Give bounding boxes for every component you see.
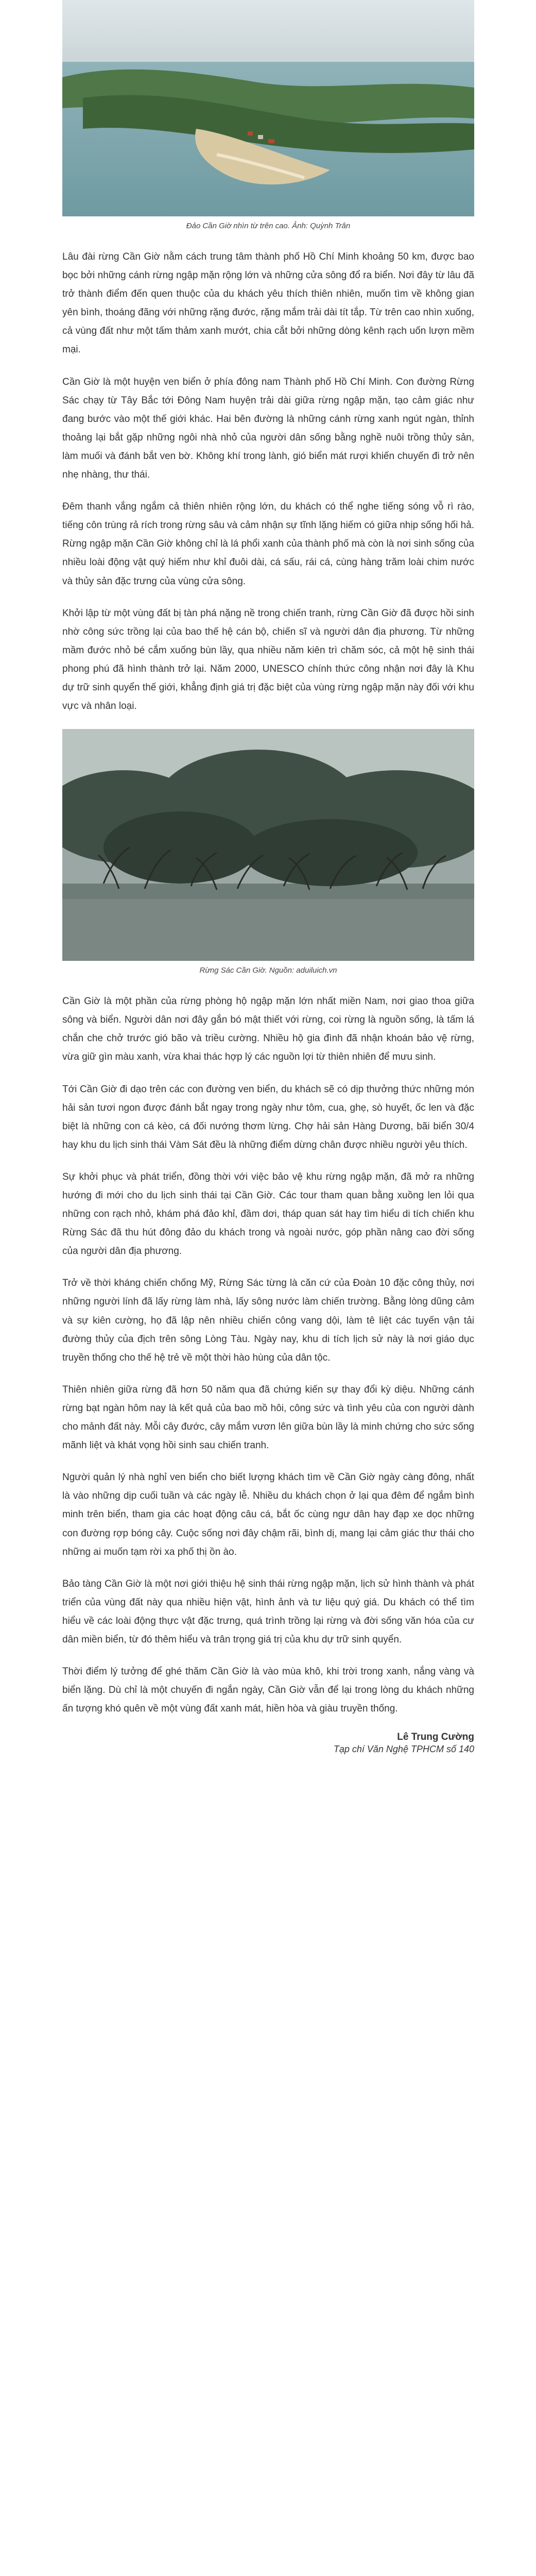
- figure-island-aerial: [62, 0, 474, 230]
- figure-caption: Rừng Sác Cần Giờ. Nguồn: aduiluich.vn: [199, 966, 337, 975]
- article-paragraph: Bảo tàng Cần Giờ là một nơi giới thiệu hệ sinh thái rừng ngập mặn, lịch sử hình thành và phát triển của vùng đất này qua nhiều hiện vật, hình ảnh và tư liệu quý giá. Du khách có thể tìm hiểu về các loài động thực vật đặc trưng, quá trình trồng lại rừng và đời sống văn hóa của cư dân miền biển, từ đó thêm hiểu và trân trọng giá trị của khu dự trữ sinh quyển.: [62, 1578, 474, 1645]
- article-paragraph: Sự khởi phục và phát triển, đồng thời với việc bảo vệ khu rừng ngập mặn, đã mở ra những hướng đi mới cho du lịch sinh thái tại Cần Giờ. Các tour tham quan bằng xuồng len lỏi qua những con rạch nhỏ, khám phá đảo khỉ, đầm dơi, tháp quan sát hay tìm hiểu di tích chiến khu Rừng Sác đã thu hút đông đảo du khách trong và ngoài nước, góp phần nâng cao đời sống của người dân địa phương.: [62, 1171, 474, 1257]
- article-paragraph: Khởi lập từ một vùng đất bị tàn phá nặng nề trong chiến tranh, rừng Cần Giờ đã được hồi sinh nhờ công sức trồng lại của bao thế hệ cán bộ, chiến sĩ và người dân địa phương. Từ những mầm đước nhỏ bé cắm xuống bùn lầy, qua nhiều năm kiên trì chăm sóc, cả một hệ sinh thái phong phú đã hình thành trở lại. Năm 2000, UNESCO chính thức công nhận nơi đây là Khu dự trữ sinh quyển thế giới, khẳng định giá trị đặc biệt của vùng rừng ngập mặn này đối với khu vực và nhân loại.: [62, 607, 474, 712]
- article-paragraph: Tới Cần Giờ đi dạo trên các con đường ven biển, du khách sẽ có dịp thưởng thức những món hải sản tươi ngon được đánh bắt ngay trong ngày như tôm, cua, ghẹ, sò huyết, ốc len và đặc biệt là những con cá kèo, cá đối nướng thơm lừng. Chợ hải sản Hàng Dương, bãi biển 30/4 hay khu du lịch sinh thái Vàm Sát đều là những điểm dừng chân được nhiều người yêu thích.: [62, 1083, 474, 1150]
- article-paragraph: Cần Giờ là một huyện ven biển ở phía đông nam Thành phố Hồ Chí Minh. Con đường Rừng Sác chạy từ Tây Bắc tới Đông Nam huyện trải dài giữa rừng ngập mặn, tạo cảm giác như đang bước vào một thế giới khác. Hai bên đường là những cánh rừng xanh ngút ngàn, thỉnh thoảng lại bắt gặp những ngôi nhà nhỏ của người dân sống bằng nghề nuôi trồng thủy sản, làm muối và đánh bắt ven bờ. Không khí trong lành, gió biển mát rượi khiến chuyến đi trở nên nhẹ nhàng, thư thái.: [62, 376, 474, 481]
- aerial-island-image: [62, 0, 474, 216]
- mangrove-forest-image: [62, 729, 474, 961]
- article-paragraph: Đêm thanh vắng ngắm cả thiên nhiên rộng lớn, du khách có thể nghe tiếng sóng vỗ rì rào, tiếng côn trùng rả rích trong rừng sâu và cảm nhận sự tĩnh lặng hiếm có giữa nhịp sống hối hả. Rừng ngập mặn Cần Giờ không chỉ là lá phổi xanh của thành phố mà còn là nơi sinh sống của nhiều loài động vật quý hiếm như khỉ đuôi dài, cá sấu, rái cá, cùng hàng trăm loài chim nước và thủy sản đặc trưng của vùng cửa sông.: [62, 501, 474, 587]
- article-paragraph: Thời điểm lý tưởng để ghé thăm Cần Giờ là vào mùa khô, khi trời trong xanh, nắng vàng và biển lặng. Dù chỉ là một chuyến đi ngắn ngày, Cần Giờ vẫn để lại trong lòng du khách những ấn tượng khó quên về một vùng đất xanh mát, hiền hòa và giàu truyền thống.: [62, 1666, 474, 1715]
- article: [62, 0, 474, 1755]
- mangrove-forest-photo: [62, 729, 474, 961]
- article-paragraph: Người quản lý nhà nghỉ ven biển cho biết lượng khách tìm về Cần Giờ ngày càng đông, nhất là vào những dịp cuối tuần và các ngày lễ. Nhiều du khách chọn ở lại qua đêm để ngắm bình minh trên biển, tham gia các hoạt động câu cá, bắt ốc cùng ngư dân hay đạp xe dọc những con đường rợp bóng cây. Cuộc sống nơi đây chậm rãi, bình dị, mang lại cảm giác thư thái cho những ai muốn tạm rời xa phố thị ồn ào.: [62, 1472, 474, 1557]
- article-author: Lê Trung Cường: [397, 1732, 474, 1743]
- article-paragraph: Cần Giờ là một phần của rừng phòng hộ ngập mặn lớn nhất miền Nam, nơi giao thoa giữa sông và biển. Người dân nơi đây gắn bó mật thiết với rừng, coi rừng là nguồn sống, là tấm lá chắn che chở trước gió bão và triều cường. Nhiều hộ gia đình đã nhận khoán bảo vệ rừng, vừa giữ gìn màu xanh, vừa khai thác hợp lý các nguồn lợi từ thiên nhiên để mưu sinh.: [62, 996, 474, 1063]
- aerial-island-photo: [62, 0, 474, 216]
- figure-mangrove-forest: [62, 729, 474, 975]
- article-paragraph: Trở về thời kháng chiến chống Mỹ, Rừng Sác từng là căn cứ của Đoàn 10 đặc công thủy, nơi những người lính đã lấy rừng làm nhà, lấy sông nước làm chiến trường. Bằng lòng dũng cảm và sự kiên cường, họ đã lập nên nhiều chiến công vang dội, làm tê liệt các tuyến vận tải đường thủy của địch trên sông Lòng Tàu. Ngày nay, khu di tích lịch sử này là nơi giáo dục truyền thống cho thế hệ trẻ về một thời hào hùng của dân tộc.: [62, 1278, 474, 1363]
- article-source: Tạp chí Văn Nghệ TPHCM số 140: [333, 1744, 474, 1755]
- figure-caption: Đảo Cần Giờ nhìn từ trên cao. Ảnh: Quỳnh Trân: [186, 222, 351, 230]
- article-paragraph: Thiên nhiên giữa rừng đã hơn 50 năm qua đã chứng kiến sự thay đổi kỳ diệu. Những cánh rừng bạt ngàn hôm nay là kết quả của bao mồ hôi, công sức và tình yêu của con người dành cho mảnh đất này. Mỗi cây đước, cây mắm vươn lên giữa bùn lầy là minh chứng cho sức sống mãnh liệt và khát vọng hồi sinh sau chiến tranh.: [62, 1384, 474, 1451]
- article-paragraph: Lâu đài rừng Cần Giờ nằm cách trung tâm thành phố Hồ Chí Minh khoảng 50 km, được bao bọc bởi những cánh rừng ngập mặn rộng lớn và những cửa sông đổ ra biển. Nơi đây từ lâu đã trở thành điểm đến quen thuộc của du khách yêu thích thiên nhiên, muốn tìm về không gian yên bình, thoáng đãng với những rặng đước, rặng mắm trải dài tít tắp. Từ trên cao nhìn xuống, cả vùng đất như một tấm thảm xanh mướt, chia cắt bởi những dòng kênh rạch uốn lượn mềm mại.: [62, 251, 474, 355]
